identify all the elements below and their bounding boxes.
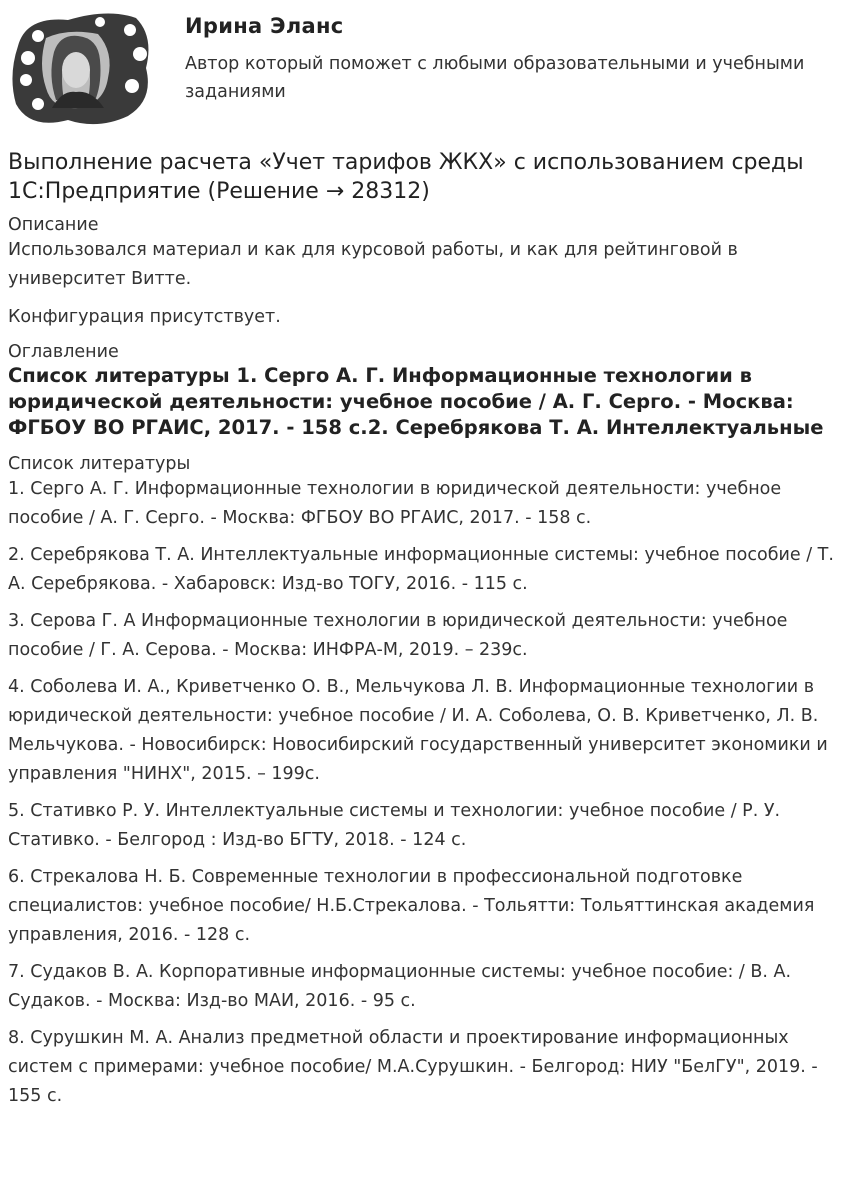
work-title: Выполнение расчета «Учет тарифов ЖКХ» с использованием среды 1С:Предприятие (Решение → 28312) xyxy=(8,150,804,204)
author-card xyxy=(8,8,838,128)
toc-text: Список литературы 1. Серго А. Г. Информационные технологии в юридической деятельности: учебное пособие / А. Г. Серго. - Москва: ФГБОУ ВО РГАИС, 2017. - 158 с.2. Серебрякова Т. А. Интеллектуальные xyxy=(8,364,824,439)
literature-item: 2. Серебрякова Т. А. Интеллектуальные информационные системы: учебное пособие / Т. А. Серебрякова. - Хабаровск: Изд-во ТОГУ, 2016. - 115 с. xyxy=(8,545,834,594)
description-label: Описание xyxy=(8,215,99,235)
work-content xyxy=(8,148,838,1119)
author-avatar xyxy=(8,8,154,128)
author-name: Ирина Эланс xyxy=(185,14,344,38)
literature-item: 7. Судаков В. А. Корпоративные информационные системы: учебное пособие: / В. А. Судаков. - Москва: Изд-во МАИ, 2016. - 95 с. xyxy=(8,962,792,1011)
author-description: Автор который поможет с любыми образовательными и учебными заданиями xyxy=(185,54,805,102)
description-paragraph: Использовался материал и как для курсовой работы, и как для рейтинговой в университет Витте. xyxy=(8,240,738,289)
literature-item: 6. Стрекалова Н. Б. Современные технологии в профессиональной подготовке специалистов: учебное пособие/ Н.Б.Стрекалова. - Тольятти: Тольяттинская академия управления, 2016. - 128 с. xyxy=(8,867,815,945)
toc-label: Оглавление xyxy=(8,342,119,362)
literature-item: 4. Соболева И. А., Криветченко О. В., Мельчукова Л. В. Информационные технологии в юридической деятельности: учебное пособие / И. А. Соболева, О. В. Криветченко, Л. В. Мельчукова. - Новосибирск: Новосибирский государственный университет экономики и управления "НИНХ", 2015. – 199с. xyxy=(8,677,828,784)
description-paragraph: Конфигурация присутствует. xyxy=(8,307,281,327)
literature-item: 8. Сурушкин М. А. Анализ предметной области и проектирование информационных систем с примерами: учебное пособие/ М.А.Сурушкин. - Белгород: НИУ "БелГУ", 2019. - 155 с. xyxy=(8,1028,818,1106)
literature-item: 3. Серова Г. А Информационные технологии в юридической деятельности: учебное пособие / Г. А. Серова. - Москва: ИНФРА-М, 2019. – 239с. xyxy=(8,611,788,660)
literature-label: Список литературы xyxy=(8,454,191,474)
literature-item: 5. Стативко Р. У. Интеллектуальные системы и технологии: учебное пособие / Р. У. Стативко. - Белгород : Изд-во БГТУ, 2018. - 124 с. xyxy=(8,801,781,850)
literature-item: 1. Серго А. Г. Информационные технологии в юридической деятельности: учебное пособие / А. Г. Серго. - Москва: ФГБОУ ВО РГАИС, 2017. - 158 с. xyxy=(8,479,782,528)
